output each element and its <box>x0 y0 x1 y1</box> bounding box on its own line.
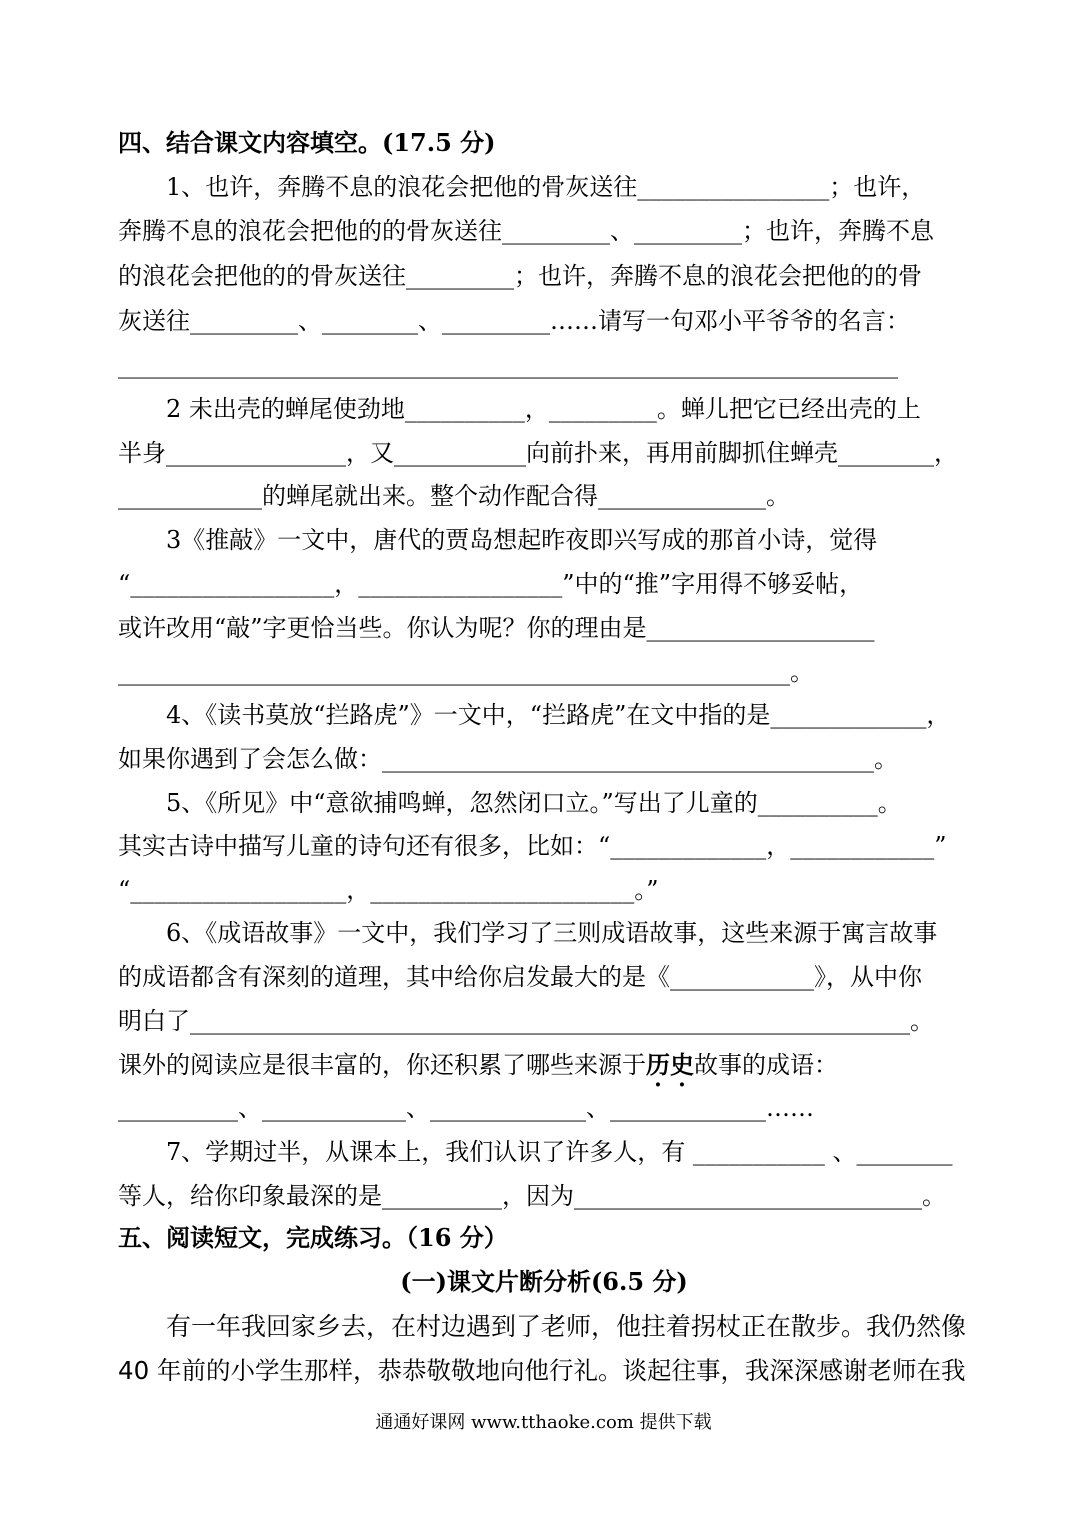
q6-emphasis-char-1: 历 <box>646 1050 670 1079</box>
q1-line-1: 1、也许，奔腾不息的浪花会把他的骨灰送往________________；也许， <box>166 173 926 201</box>
section-4-title: 四、结合课文内容填空。(17.5 分) <box>118 128 496 157</box>
q1-line-4: 灰送往_________、________、_________……请写一句邓小平爷爷的名言： <box>118 307 910 335</box>
q6-line-5: __________、____________、_____________、_____________…… <box>118 1094 814 1122</box>
q6-line-2: 的成语都含有深刻的道理，其中给你启发最大的是《____________》，从中你 <box>118 963 922 991</box>
q5-line-2: 其实古诗中描写儿童的诗句还有很多，比如：“_____________，____________” <box>118 832 947 860</box>
q3-line-2: “_________________，_________________”中的“推”字用得不够妥帖， <box>118 570 864 598</box>
q5-line-3: “__________________，______________________。” <box>118 876 659 904</box>
q7-line-2: 等人，给你印象最深的是__________，因为_____________________________。 <box>118 1182 946 1210</box>
q1-line-2: 奔腾不息的浪花会把他的的骨灰送往_________、_________；也许，奔腾不息 <box>118 217 934 245</box>
q4-line-1: 4、《读书莫放“拦路虎”》一文中，“拦路虎”在文中指的是_____________， <box>166 701 951 729</box>
q1-line-3: 的浪花会把他的的骨灰送往_________；也许，奔腾不息的浪花会把他的的骨 <box>118 262 922 290</box>
q7-line-1: 7、学期过半，从课本上，我们认识了许多人，有 ___________ 、________ <box>166 1138 953 1166</box>
q2-line-2: 半身_______________，又___________向前扑来，再用前脚抓住蝉壳________， <box>118 439 958 467</box>
q3-line-1: 3《推敲》一文中，唐代的贾岛想起昨夜即兴写成的那首小诗，觉得 <box>166 526 878 554</box>
q3-line-4: ________________________________________________________。 <box>118 658 814 686</box>
q6-line-1: 6、《成语故事》一文中，我们学习了三则成语故事，这些来源于寓言故事 <box>166 919 938 947</box>
passage-line-1: 有一年我回家乡去，在村边遇到了老师，他拄着拐杖正在散步。我仍然像 <box>166 1312 967 1341</box>
section-5-subtitle: (一)课文片断分析(6.5 分) <box>400 1267 688 1296</box>
q1-line-5: _________________________________________________________________ <box>118 351 898 379</box>
section-5-title: 五、阅读短文，完成练习。（16 分） <box>118 1223 508 1252</box>
q2-line-3: ____________的蝉尾就出来。整个动作配合得______________。 <box>118 482 790 510</box>
q3-line-3: 或许改用“敲”字更恰当些。你认为呢？你的理由是___________________ <box>118 614 875 642</box>
q2-line-1: 2 未出壳的蝉尾使劲地__________，_________。蝉儿把它已经出壳的上 <box>166 395 921 423</box>
q6-line-4 <box>118 1050 970 1080</box>
q5-line-1: 5、《所见》中“意欲捕鸣蝉，忽然闭口立。”写出了儿童的__________。 <box>166 789 902 817</box>
passage-line-2: 40 年前的小学生那样，恭恭敬敬地向他行礼。谈起往事，我深深感谢老师在我 <box>118 1356 966 1385</box>
q6-line-4-prefix: 课外的阅读应是很丰富的，你还积累了哪些来源于 <box>118 1051 646 1079</box>
q4-line-2: 如果你遇到了会怎么做：_________________________________________。 <box>118 745 898 773</box>
q6-line-3: 明白了____________________________________________________________。 <box>118 1007 934 1035</box>
q6-emphasis-char-2: 史 <box>670 1050 694 1079</box>
q6-line-4-suffix: 故事的成语： <box>694 1051 838 1079</box>
page-footer: 通通好课网 www.tthaoke.com 提供下载 <box>375 1412 712 1433</box>
